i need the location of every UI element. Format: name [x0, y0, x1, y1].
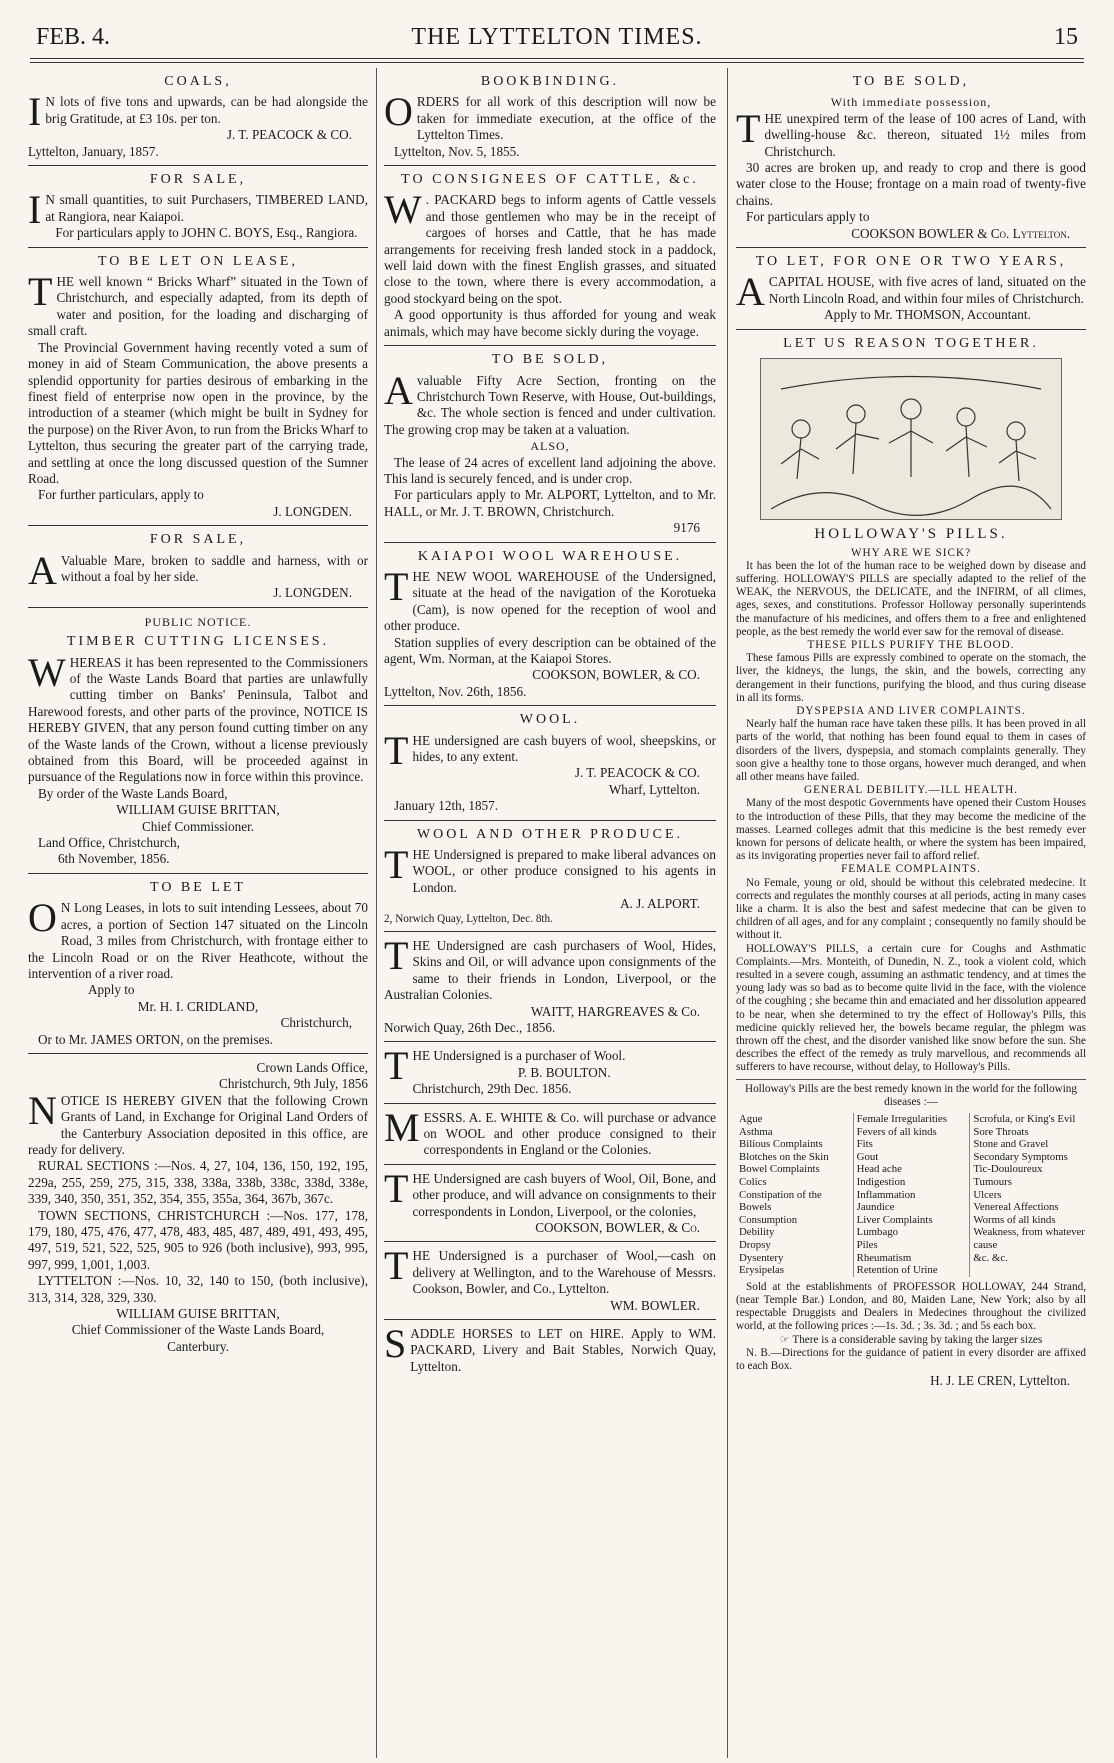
ad-heading: FOR SALE, — [149, 532, 247, 548]
ad-body: N lots of five tons and upwards, can be had alongside the brig Gratitude, at £3 10s. per ton. — [45, 94, 368, 126]
ad-bookbinding — [384, 74, 716, 166]
ad-body: OTICE IS HEREBY GIVEN that the following Crown Grants of Land, in Exchange for Original Land Orders of the Canterbury Association deposited in this office, are ready for delivery. — [28, 1092, 368, 1157]
ad-signature: WILLIAM GUISE BRITTAN, — [116, 1306, 280, 1322]
ad-date: Lyttelton, Nov. 5, 1855. — [394, 143, 520, 159]
ad-signature: Canterbury. — [167, 1338, 229, 1354]
ad-body: Or to Mr. JAMES ORTON, on the premises. — [38, 1031, 273, 1047]
disease-list — [736, 1113, 1086, 1277]
town-sections: TOWN SECTIONS, CHRISTCHURCH :—Nos. 177, 178, 179, 180, 475, 476, 477, 478, 483, 485, 487, 489, 491, 493, 495, 497, 519, 521, 522, 525, 905 to 926 (both inclusive), 993, 995, 997, 999, 1,001, 1,003. — [28, 1207, 368, 1272]
ad-body: CAPITAL HOUSE, with five acres of land, situated on the North Lincoln Road, and within four miles of Christchurch. — [768, 274, 1086, 306]
ad-heading: WOOL AND OTHER PRODUCE. — [416, 826, 684, 842]
ad-to-let-lincoln — [28, 880, 368, 1054]
ad-body: 30 acres are broken up, and ready to crop and there is good water close to the House; frontage on a main road of twenty-five chains. — [736, 160, 1086, 208]
ad-apply: For particulars apply to JOHN C. BOYS, Esq., Rangiora. — [55, 225, 358, 241]
ad-body: HE well known “ Bricks Wharf” situated in the Town of Christchurch, and especially adapted, from its depth of water and position, for the loading and discharging of small craft. — [28, 274, 368, 339]
ad-body: The Provincial Government having recently voted a sum of money in aid of Steam Communication, the above presents a splendid opportunity for parties desirous of embarking in the finest field of enterprise now open in the province, by the introduction of a steamer (which might be built in Sydney for the purpose) on the River Avon, to run from the Bricks Wharf to Lyttelton, thus securing the greater part of the carrying trade, and settling at once the long discussed question of the Sumner Road. — [28, 339, 368, 486]
ad-body: . PACKARD begs to inform agents of Cattle vessels and those gentlemen who may be in the receipt of cargoes of horses and Cattle, that he has made arrangements for receiving fresh landed stock in a paddock, well laid down with the finest English grasses, and situated close to the town, where there is every accommodation, a good stockyard being on the spot. — [384, 192, 716, 306]
ad-bricks-wharf — [28, 254, 368, 527]
ad-date: Lyttelton, Nov. 26th, 1856. — [384, 683, 527, 699]
ad-date: Christchurch, 29th Dec. 1856. — [412, 1081, 572, 1097]
product-title: HOLLOWAY'S PILLS. — [814, 526, 1008, 543]
ad-body: Station supplies of every description can be obtained of the agent, Wm. Norman, at the Kaiapoi Stores. — [384, 634, 716, 666]
drop-cap: O — [384, 89, 413, 135]
ad-wool — [384, 712, 716, 820]
ad-holloways-pills — [736, 336, 1086, 1395]
ad-date: Lyttelton, January, 1857. — [28, 143, 159, 159]
ad-body: Many of the most despotic Governments have opened their Custom Houses to the introduction of these Pills, that they may become the medicine of the masses. Learned colleges admit that this medicine is the best remedy ever known for persons of delicate health, or where the system has been impaired, as its invigorating properties never fail to afford relief. — [736, 797, 1086, 863]
ad-place: Crown Lands Office, — [256, 1059, 368, 1075]
ad-number: 9176 — [673, 520, 700, 536]
drop-cap: T — [384, 1165, 409, 1211]
ad-body: RDERS for all work of this description will now be taken for immediate execution, at the office of the Lyttelton Times. — [416, 94, 716, 143]
ad-timbered-land — [28, 172, 368, 248]
column-divider — [727, 68, 728, 1758]
ad-cookson-buyers — [384, 1165, 716, 1243]
ad-note: N. B.—Directions for the guidance of patient in every disorder are affixed to each Box. — [736, 1346, 1086, 1372]
ad-apply: Apply to — [88, 982, 135, 998]
ad-body: For particulars apply to — [746, 209, 870, 225]
drop-cap: M — [384, 1104, 420, 1150]
ad-body: HE Undersigned is a purchaser of Wool. — [412, 1048, 626, 1064]
ad-cattle — [384, 172, 716, 346]
ad-heading: KAIAPOI WOOL WAREHOUSE. — [417, 548, 683, 564]
disease-column: Female Irregularities Fevers of all kinds Fits Gout Head ache Indigestion Inflammation Jaundice Liver Complaints Lumbago Piles Rheumatism Retention of Urine — [853, 1113, 970, 1277]
ad-signature: WILLIAM GUISE BRITTAN, — [116, 802, 280, 818]
drop-cap: T — [384, 1243, 409, 1289]
engraving-illustration — [760, 358, 1062, 520]
ad-signature: Mr. H. I. CRIDLAND, — [137, 998, 259, 1014]
ad-body: No Female, young or old, should be without this celebrated medecine. It corrects and regulates the monthly courses at all periods, acting in many cases like a charm. It is also the best and safest medecine that can be given to children of all ages, and for any complaint ; consequently no family should be without it. — [736, 876, 1086, 942]
ad-signature: J. LONGDEN. — [273, 503, 352, 519]
ad-body: For particulars apply to Mr. ALPORT, Lyttelton, and to Mr. HALL, or Mr. J. T. BROWN, Christchurch. — [384, 487, 716, 519]
issue-date: FEB. 4. — [36, 24, 111, 50]
ad-body: ADDLE HORSES to LET on HIRE. Apply to WM. PACKARD, Livery and Bait Stables, Norwich Quay, Lyttelton. — [410, 1326, 716, 1374]
ad-heading: TO CONSIGNEES OF CATTLE, &c. — [401, 172, 699, 188]
ad-signature: J. T. PEACOCK & CO. — [574, 765, 700, 781]
engraving-figures-icon — [761, 359, 1061, 519]
ad-date: Christchurch, 9th July, 1856 — [219, 1076, 368, 1092]
section-heading: WHY ARE WE SICK? — [850, 546, 972, 559]
section-heading: DYSPEPSIA AND LIVER COMPLAINTS. — [796, 704, 1026, 717]
disease-column: Ague Asthma Bilious Complaints Blotches on the Skin Bowel Complaints Colics Constipation of the Bowels Consumption Debility Dropsy Dysentery Erysipelas — [739, 1113, 829, 1277]
drop-cap: W — [28, 649, 66, 695]
drop-cap: T — [384, 842, 409, 888]
drop-cap: T — [384, 563, 409, 609]
section-heading: GENERAL DEBILITY.—ILL HEALTH. — [804, 784, 1018, 797]
drop-cap: T — [736, 105, 761, 151]
drop-cap: T — [28, 269, 53, 315]
disease-column: Scrofula, or King's Evil Sore Throats Stone and Gravel Secondary Symptoms Tic-Douloureux Tumours Ulcers Venereal Affections Worms of all kinds Weakness, from whatever cause &c. &c. — [969, 1113, 1086, 1277]
ad-body: These famous Pills are expressly combined to operate on the stomach, the liver, the kidneys, the lungs, the skin, and the bowels, correcting any derangement in their functions, purifying the blood, and thus curing disease in all its forms. — [736, 652, 1086, 704]
ad-body: HE Undersigned is a purchaser of Wool,—cash on delivery at Wellington, and to the Warehouse of Messrs. Cookson, Bowler, and Co., Lyttelton. — [412, 1248, 716, 1297]
ad-signature: H. J. LE CREN, Lyttelton. — [930, 1373, 1070, 1389]
ad-signature: COOKSON BOWLER & Co. Lyttelton. — [851, 225, 1070, 241]
ad-signature: A. J. ALPORT. — [620, 896, 700, 912]
ad-body: valuable Fifty Acre Section, fronting on the Christchurch Town Reserve, with House, Out-buildings, &c. The whole section is fenced and under cultivation. The growing crop may be taken at a valuation. — [384, 372, 716, 437]
drop-cap: T — [384, 1043, 409, 1089]
ad-body: HE undersigned are cash buyers of wool, sheepskins, or hides, to any extent. — [412, 732, 716, 765]
ad-body: HE Undersigned are cash buyers of Wool, Oil, Bone, and other produce, and will advance on consignments to their correspondents in London, Liverpool, or the colonies, — [412, 1170, 716, 1219]
drop-cap: T — [384, 727, 409, 773]
column-left — [28, 70, 368, 1755]
header-rule-2 — [30, 62, 1084, 63]
saving-note: ☞ There is a considerable saving by taking the larger sizes — [779, 1333, 1043, 1346]
ad-capital-house — [736, 254, 1086, 330]
ad-also: ALSO, — [530, 439, 570, 454]
ad-bowler — [384, 1243, 716, 1320]
ad-wool-produce — [384, 827, 716, 932]
drop-cap: T — [384, 932, 409, 978]
ad-date: 6th November, 1856. — [58, 851, 170, 867]
section-heading: THESE PILLS PURIFY THE BLOOD. — [807, 638, 1015, 651]
ad-boulton — [384, 1043, 716, 1103]
ad-body: The lease of 24 acres of excellent land adjoining the above. This land is securely fenced, and is under crop. — [384, 454, 716, 486]
ad-body: HEREAS it has been represented to the Commissioners of the Waste Lands Board that parties are unlawfully cutting timber on Banks' Peninsula, Talbot and Harewood forests, and other parts of the province, NOTICE IS HEREBY GIVEN, that any person found cutting timber on any of the Waste lands of the Crown, without a license previously obtained from this Board, will be proceeded against in pursuance of the Regulations now in force within this province. — [28, 654, 368, 785]
page-number: 15 — [1054, 24, 1078, 50]
ad-place: Christchurch, — [280, 1015, 352, 1031]
ad-body: For further particulars, apply to — [38, 487, 204, 503]
section-heading: FEMALE COMPLAINTS. — [841, 863, 981, 876]
ad-body: By order of the Waste Lands Board, — [38, 785, 228, 801]
ad-body: ESSRS. A. E. WHITE & Co. will purchase or advance on WOOL and other produce consigned to their correspondents in England or the Colonies. — [423, 1109, 716, 1158]
newspaper-title: THE LYTTELTON TIMES. — [411, 24, 703, 50]
ad-place: Land Office, Christchurch, — [38, 835, 180, 851]
ad-signature: WM. BOWLER. — [610, 1297, 700, 1313]
ad-notice: PUBLIC NOTICE. — [144, 614, 252, 629]
ad-timber-licenses — [28, 614, 368, 874]
testimonial: HOLLOWAY'S PILLS, a certain cure for Coughs and Asthmatic Complaints.—Mrs. Monteith, of Dunedin, N. Z., took a violent cold, which resulted in a severe cough, assuming an asthmatic tendency, and at times the young lady was so bad as to become quite livid in the face, with the violence of the coughing ; she became thin and emaciated and her dissolution appeared to be near, when she determined to try the effect of Holloway's Pills, this medicine quickly relieved her, the bowels became regular, the phlegm was thrown off the chest, and the disorder vanished like snow before the sun. She describes the effect of the remedy as truly marvellous, and recommends all sufferers to have recourse, without delay, to Holloway's Pills. — [736, 942, 1086, 1074]
ad-lease-sale — [736, 74, 1086, 248]
ad-heading: TIMBER CUTTING LICENSES. — [66, 634, 330, 650]
ad-body: HE NEW WOOL WAREHOUSE of the Undersigned, situate at the head of the navigation of the Korotueka (Cam), is now opened for the reception of wool and other produce. — [384, 568, 716, 634]
drop-cap: A — [28, 547, 57, 593]
drop-cap: A — [384, 367, 413, 413]
ad-heading: TO BE SOLD, — [491, 352, 609, 368]
ad-body: N Long Leases, in lots to suit intending Lessees, about 70 acres, a portion of Section 147 situated on the Lincoln Road, 3 miles from Christchurch, with frontage either to the Lincoln Road or on the River Heathcote, without the intervention of a river road. — [28, 900, 368, 981]
lyttelton-sections: LYTTELTON :—Nos. 10, 32, 140 to 150, (both inclusive), 313, 314, 328, 329, 330. — [28, 1273, 368, 1305]
ad-body: Nearly half the human race have taken these pills. It has been proved in all parts of the world, that nothing has been found equal to them in cases of disorders of the livers, dyspepsia, and stomach complaints generally. They soon give a healthy tone to those organs, however much deranged, and when all other means have failed. — [736, 718, 1086, 783]
ad-heading: BOOKBINDING. — [480, 74, 620, 89]
ad-heading: LET US REASON TOGETHER. — [783, 335, 1039, 351]
ad-heading: TO BE LET ON LEASE, — [98, 253, 298, 269]
ad-signature: Chief Commissioner of the Waste Lands Board, — [71, 1322, 325, 1338]
drop-cap: S — [384, 1321, 407, 1367]
ad-white — [384, 1104, 716, 1165]
ad-heading: COALS, — [164, 74, 232, 89]
drop-cap: A — [736, 269, 765, 315]
ad-body: It has been the lot of the human race to be weighed down by disease and suffering. HOLLOWAY'S PILLS are specially adapted to the relief of the WEAK, the NERVOUS, the DELICATE, and the INFIRM, of all climes, ages, sexes, and constitutions. Professor Holloway personally superintends the manufacture of his medicines, and offers them to a free and enlightened people, as the best remedy the world ever saw for the removal of disease. — [736, 559, 1086, 638]
rural-sections: RURAL SECTIONS :—Nos. 4, 27, 104, 136, 150, 192, 195, 229a, 255, 259, 275, 315, 338, 338a, 338b, 338c, 338d, 338e, 339, 340, 350, 351, 352, 354, 355, 355a, 364, 367b, 367c. — [28, 1158, 368, 1207]
ad-date: 2, Norwich Quay, Lyttelton, Dec. 8th. — [384, 912, 553, 925]
drop-cap: N — [28, 1087, 57, 1133]
ad-apply: Apply to Mr. THOMSON, Accountant. — [824, 307, 1031, 323]
ad-crown-grants — [28, 1060, 368, 1360]
column-right — [736, 70, 1086, 1755]
ad-signature: P. B. BOULTON. — [517, 1064, 611, 1080]
drop-cap: O — [28, 895, 57, 941]
ad-heading: FOR SALE, — [149, 172, 247, 188]
ad-signature: J. T. PEACOCK & CO. — [226, 127, 352, 143]
ad-mare — [28, 532, 368, 608]
disease-list-intro: Holloway's Pills are the best remedy known in the world for the following diseases :— — [736, 1079, 1086, 1109]
ad-signature: Chief Commissioner. — [141, 818, 255, 834]
ad-fifty-acre — [384, 352, 716, 542]
ad-date: Norwich Quay, 26th Dec., 1856. — [384, 1019, 556, 1035]
column-divider — [376, 68, 377, 1758]
ad-signature: J. LONGDEN. — [273, 585, 352, 601]
header-rule — [30, 58, 1084, 59]
ad-subheading: With immediate possession, — [830, 95, 992, 110]
ad-heading: TO LET, FOR ONE OR TWO YEARS, — [755, 254, 1067, 270]
drop-cap: W — [384, 187, 422, 233]
column-middle — [384, 70, 716, 1755]
ad-waitt-hargreaves — [384, 932, 716, 1042]
ad-body: HE unexpired term of the lease of 100 acres of Land, with dwelling-house &c. thereon, situated 1½ miles from Christchurch. — [764, 110, 1086, 159]
ad-body: A good opportunity is thus afforded for young and weak animals, which may have become sickly during the voyage. — [384, 307, 716, 339]
ad-body: Sold at the establishments of PROFESSOR HOLLOWAY, 244 Strand, (near Temple Bar.) London, and 80, Maiden Lane, New York; also by all respectable Druggists and Dealers in Medecines throughout the civilized world, at the following prices :—1s. 3d. ; 3s. 3d. ; and 5s each box. — [736, 1280, 1086, 1333]
ad-signature: COOKSON, BOWLER, & CO. — [532, 667, 700, 683]
page-header — [30, 24, 1084, 58]
drop-cap: I — [28, 89, 42, 135]
ad-heading: WOOL. — [519, 712, 581, 728]
ad-signature: COOKSON, BOWLER, & Co. — [535, 1219, 700, 1235]
drop-cap: I — [28, 187, 42, 233]
ad-body: HE Undersigned is prepared to make liberal advances on WOOL, or other produce consigned to his agents in London. — [412, 847, 716, 895]
ad-body: N small quantities, to suit Purchasers, TIMBERED LAND, at Rangiora, near Kaiapoi. — [45, 192, 368, 224]
ad-date: January 12th, 1857. — [394, 798, 499, 814]
ad-heading: TO BE LET — [150, 879, 246, 895]
ad-saddle-horses — [384, 1321, 716, 1380]
ad-signature: WAITT, HARGREAVES & Co. — [530, 1003, 700, 1019]
ad-body: Valuable Mare, broken to saddle and harness, with or without a foal by her side. — [60, 552, 368, 584]
ad-heading: TO BE SOLD, — [852, 74, 970, 89]
ad-coals — [28, 74, 368, 166]
ad-place: Wharf, Lyttelton. — [608, 781, 700, 797]
ad-body: HE Undersigned are cash purchasers of Wool, Hides, Skins and Oil, or will advance upon consignments of the same to their friends in London, Liverpool, or the Australian Colonies. — [384, 937, 716, 1003]
ad-kaiapoi-warehouse — [384, 549, 716, 707]
